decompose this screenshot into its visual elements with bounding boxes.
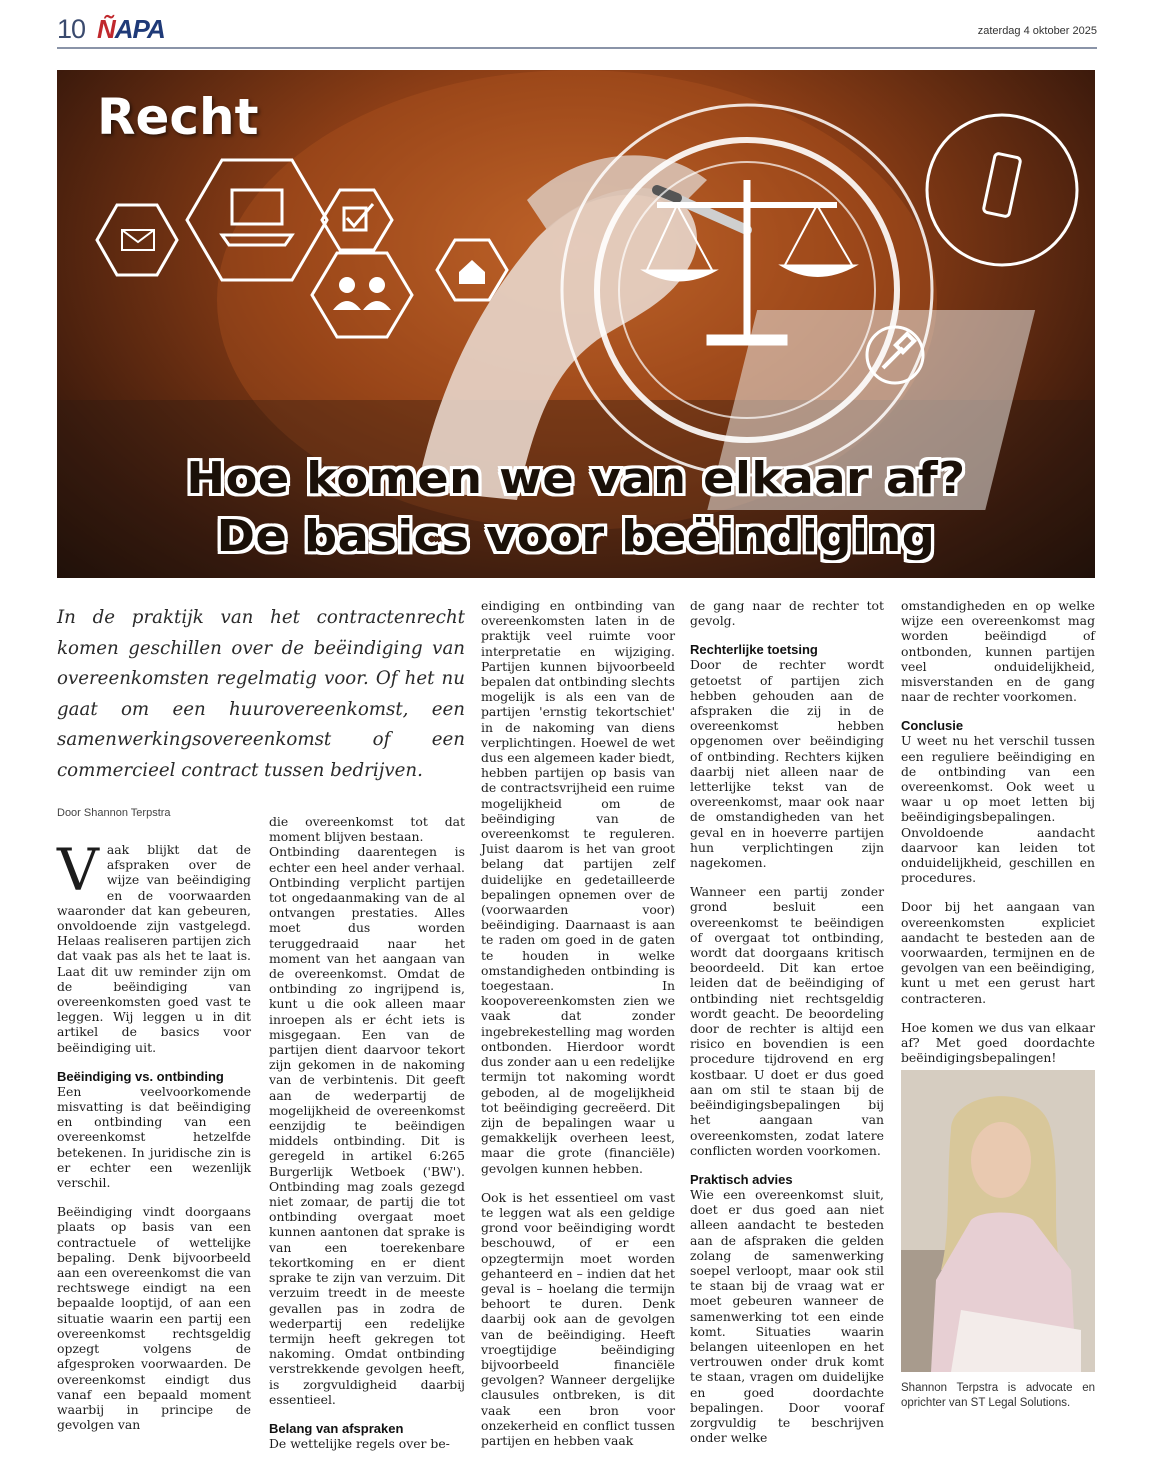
paragraph: omstandigheden en op welke wijze een overeenkomst mag worden beëindigd of ontbonden, kunnen partijen veel onduidelijkheid, misverstanden en de gang naar de rechter voorkomen. (901, 598, 1095, 705)
paragraph: Een veelvoorkomende misvatting is dat beëindiging en ontbinding van een overeenkomst hetzelfde betekenen. In juridische zin is er echter een wezenlijk verschil. (57, 1083, 251, 1191)
headline (57, 450, 1095, 566)
subheading-conclusie: Conclusie (901, 718, 964, 734)
page-number: 10 (57, 14, 86, 44)
dropcap: V (57, 836, 99, 904)
paragraph: Ook is het essentieel om vast te leggen wat als een geldige grond voor beëindiging wordt beschouwd, of er een opzegtermijn moet worden gehanteerd en – indien dat het geval is – hoelang die termijn behoort te duren. Denk daarbij ook aan de gevolgen van de beëindiging. Heeft vroegtijdige beëindiging bijvoorbeeld financiële gevolgen? Wanneer dergelijke clausules ontbreken, is dit vaak een bron voor onzekerheid en conflict tussen partijen en hebben vaak (481, 1189, 675, 1448)
paragraph: De wettelijke regels over be- (269, 1435, 450, 1451)
issue-date: zaterdag 4 oktober 2025 (977, 25, 1097, 37)
intro-paragraph: In de praktijk van het contractenrecht komen geschillen over de beëindiging van overeenkomsten regelmatig voor. Of het nu gaat om een huurovereenkomst, een samenwerkingsovereenkomst of een commercieel contract tussen bedrijven. (57, 607, 465, 781)
author-photo (901, 1070, 1095, 1372)
paragraph: de gang naar de rechter tot gevolg. (690, 598, 884, 629)
subheading-rechterlijke-toetsing: Rechterlijke toetsing (690, 642, 818, 658)
paragraph: Beëindiging vindt doorgaans plaats op basis van een contractuele of wettelijke bepaling. Denk bijvoorbeeld aan een overeenkomst die van rechtswege eindigt na een bepaalde looptijd, of aan een situatie waarin een partij een overeenkomst rechtsgeldig opzegt volgens de afgesproken voorwaarden. De overeenkomst eindigt dus vanaf een bepaald moment waarbij in principe de gevolgen van (57, 1204, 251, 1433)
hero-image (57, 70, 1095, 578)
paragraph: U weet nu het verschil tussen een reguliere beëindiging en de ontbinding van een overeenkomst. Ook weet u waar u op moet letten bij beëindigingsbepalingen. Onvoldoende aandacht daarvoor kan leiden tot onduidelijkheid, geschillen en procedures. (901, 733, 1095, 886)
headline-line-1: Hoe komen we van elkaar af? (186, 453, 966, 504)
byline: Door Shannon Terpstra (57, 807, 171, 819)
article-column-1: Vaak blijkt dat de afspraken over de wijze van beëindiging en de voorwaarden waaronder dat kan gebeuren, onvoldoende zijn vastgelegd. Helaas realiseren partijen zich dat vaak pas als het te laat is. Laat dit uw reminder zijn om de beëindiging van overeenkomsten goed vast te leggen. Wij leggen u in dit artikel de basics voor beëindiging uit. Beëindiging vs. ontbinding Een veelvoorkomende misvatting is dat beëindiging en ontbinding van een overeenkomst hetzelfde betekenen. In juridische zin is er echter een wezenlijk verschil. Beëindiging vindt doorgaans plaats op basis van een contractuele of wettelijke bepaling. Denk bijvoorbeeld aan een overeenkomst die van rechtswege eindigt na een bepaalde looptijd, of aan een situatie waarin een partij een overeenkomst rechtsgeldig opzegt volgens de afgesproken voorwaarden. De overeenkomst eindigt dus vanaf een bepaald moment waarbij in principe de gevolgen van (57, 836, 251, 1433)
subheading-beeindiging-vs-ontbinding: Beëindiging vs. ontbinding (57, 1068, 224, 1084)
article-column-4 (690, 598, 884, 1459)
paragraph: Door de rechter wordt getoetst of partijen zich hebben gehouden aan de afspraken die zij in de overeenkomst hebben opgenomen over beëindiging of ontbinding. Rechters kijken daarbij niet alleen naar de letterlijke tekst van de overeenkomst, maar ook naar de omstandigheden van het geval en in hoeverre partijen hun verplichtingen zijn nagekomen. (690, 657, 884, 871)
subheading-praktisch-advies: Praktisch advies (690, 1171, 793, 1187)
paragraph: Wie een overeenkomst sluit, doet er dus goed aan niet alleen aandacht te besteden aan de afspraken die gelden zolang de samenwerking soepel verloopt, maar ook stil te staan bij de vraag wat er moet gebeuren wanneer de samenwerking tot een einde komt. Situaties waarin belangen uiteenlopen en het vertrouwen onder druk komt te staan, vragen om duidelijke en goed doordachte bepalingen. Door vooraf zorgvuldig te beschrijven onder welke (690, 1186, 884, 1446)
paragraph: die overeenkomst tot dat moment blijven bestaan. (269, 814, 465, 845)
photo-caption: Shannon Terpstra is advocate en oprichter van ST Legal Solutions. (901, 1382, 1095, 1409)
paragraph: Hoe komen we dus van elkaar af? Met goed doordachte beëindigingsbepalingen! (901, 1019, 1095, 1066)
paragraph: eindiging en ontbinding van overeenkomsten laten in de praktijk veel ruimte voor interpretatie en wijziging. Partijen kunnen bijvoorbeeld bepalen dat ontbinding slechts mogelijk is als een van de partijen 'ernstig tekortschiet' in de nakoming van diens verplichtingen. Hoewel de wet dus een algemeen kader biedt, hebben partijen op basis van de contractsvrijheid een ruime mogelijkheid om de beëindiging van de overeenkomst te reguleren. Juist daarom is het van groot belang dat partijen zelf duidelijke en gedetailleerde bepalingen opnemen over de (voorwaarden voor) beëindiging. Daarnaast is aan te raden om goed in de gaten te houden in welke omstandigheden ontbinding is toegestaan. In koopovereenkomsten zien we vaak dat zonder ingebrekestelling mag worden ontbonden. Hierdoor wordt dus zonder aan u een redelijke termijn tot nakoming wordt geboden, al de mogelijkheid tot beëindiging gecreëerd. Dit zijn de bepalingen waar u gemakkelijk overheen leest, maar die grote (financiële) gevolgen kunnen hebben. (481, 598, 675, 1176)
masthead-divider (57, 47, 1097, 49)
phone-icon (983, 153, 1021, 217)
headline-line-2: De basics voor beëindiging (216, 511, 936, 562)
article-column-2 (269, 814, 465, 1465)
paragraph: Ontbinding daarentegen is echter een heel ander verhaal. Ontbinding verplicht partijen tot ongedaanmaking van de al ontvangen prestaties. Alles moet dus worden teruggedraaid naar het moment van het aangaan van de overeenkomst. Omdat de ontbinding zo ingrijpend is, kunt u die ook alleen maar inroepen als er écht iets is misgegaan. Een van de partijen dient daarvoor tekort zijn gekomen in de nakoming van de verbintenis. Dit geeft aan de wederpartij de mogelijkheid de overeenkomst eenzijdig te beëindigen middels ontbinding. Dit is geregeld in artikel 6:265 Burgerlijk Wetboek ('BW'). Ontbinding mag zoals gezegd niet zomaar, de partij die tot ontbinding overgaat moet kunnen aantonen dat sprake is van een toerekenbare tekortkoming en er dient sprake te zijn van verzuim. Dit verzuim treedt in de meeste gevallen pas in zodra de wederpartij een redelijke termijn heeft gekregen tot nakoming. Omdat ontbinding verstrekkende gevolgen heeft, is zorgvuldigheid daarbij essentieel. (269, 844, 465, 1407)
newspaper-logo: ÑAPA (97, 14, 165, 44)
masthead (57, 14, 1097, 46)
paragraph: Wanneer een partij zonder grond besluit een overeenkomst te beëindigen of overgaat tot ontbinding, wordt dat doorgaans kritisch beoordeeld. Dit kan ertoe leiden dat de beëindiging of ontbinding niet rechtsgeldig wordt geacht. De beoordeling door de rechter is altijd een risico en bovendien is een procedure tijdrovend en erg kostbaar. U doet er dus goed aan om stil te staan bij de beëindigingsbepalingen bij het aangaan van overeenkomsten, zodat latere conflicten worden voorkomen. (690, 884, 884, 1158)
envelope-icon (122, 230, 154, 250)
paragraph: Door bij het aangaan van overeenkomsten expliciet aandacht te besteden aan de voorwaarden, termijnen en de gevolgen van een beëindiging, kunt u met een gerust hart contracteren. (901, 899, 1095, 1006)
subheading-belang-van-afspraken: Belang van afspraken (269, 1420, 404, 1436)
article-column-3 (481, 598, 675, 1462)
article-column-5 (901, 598, 1095, 1079)
section-label: Recht (97, 88, 259, 146)
